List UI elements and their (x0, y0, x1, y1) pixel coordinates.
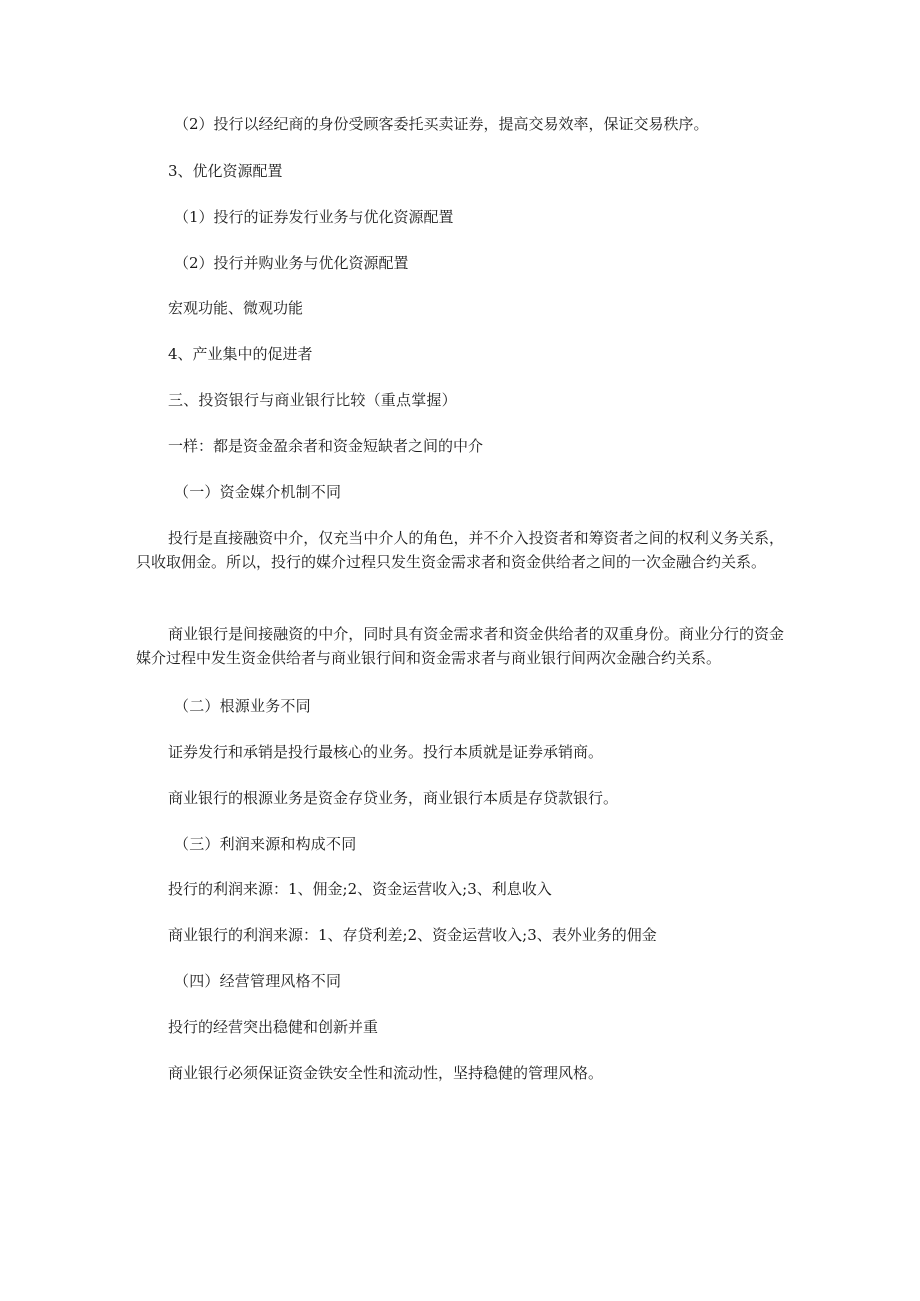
text-line: 商业银行必须保证资金铁安全性和流动性，坚持稳健的管理风格。 (168, 1064, 604, 1082)
section-heading: 三、投资银行与商业银行比较（重点掌握） (168, 391, 457, 409)
text-line: 证券发行和承销是投行最核心的业务。投行本质就是证券承销商。 (168, 743, 604, 761)
paragraph: 商业银行是间接融资的中介，同时具有资金需求者和资金供给者的双重身份。商业分行的资金媒介过程中发生资金供给者与商业银行间和资金需求者与商业银行间两次金融合约关系。 (136, 625, 784, 667)
text-line: 商业银行的根源业务是资金存贷业务，商业银行本质是存贷款银行。 (168, 789, 619, 807)
text-line: 商业银行的利润来源：1、存贷利差;2、资金运营收入;3、表外业务的佣金 (168, 926, 657, 944)
text-line: （2）投行以经纪商的身份受顾客委托买卖证券，提高交易效率，保证交易秩序。 (174, 115, 709, 133)
text-line: 投行的经营突出稳健和创新并重 (168, 1018, 379, 1036)
text-line: （1）投行的证券发行业务与优化资源配置 (174, 208, 454, 226)
item-heading: 4、产业集中的促进者 (168, 345, 313, 363)
text-line: （2）投行并购业务与优化资源配置 (174, 254, 409, 272)
text-line: 一样：都是资金盈余者和资金短缺者之间的中介 (168, 437, 484, 455)
subsection-heading: （四）经营管理风格不同 (174, 972, 342, 990)
subsection-heading: （二）根源业务不同 (174, 697, 311, 715)
paragraph: 投行是直接融资中介，仅充当中介人的角色，并不介入投资者和筹资者之间的权利义务关系，只收取佣金。所以，投行的媒介过程只发生资金需求者和资金供给者之间的一次金融合约关系。 (136, 529, 784, 571)
text-line: 投行的利润来源：1、佣金;2、资金运营收入;3、利息收入 (168, 880, 552, 898)
subsection-heading: （三）利润来源和构成不同 (174, 835, 357, 853)
text-line: 宏观功能、微观功能 (168, 299, 304, 317)
item-heading: 3、优化资源配置 (168, 162, 283, 180)
subsection-heading: （一）资金媒介机制不同 (174, 483, 342, 501)
